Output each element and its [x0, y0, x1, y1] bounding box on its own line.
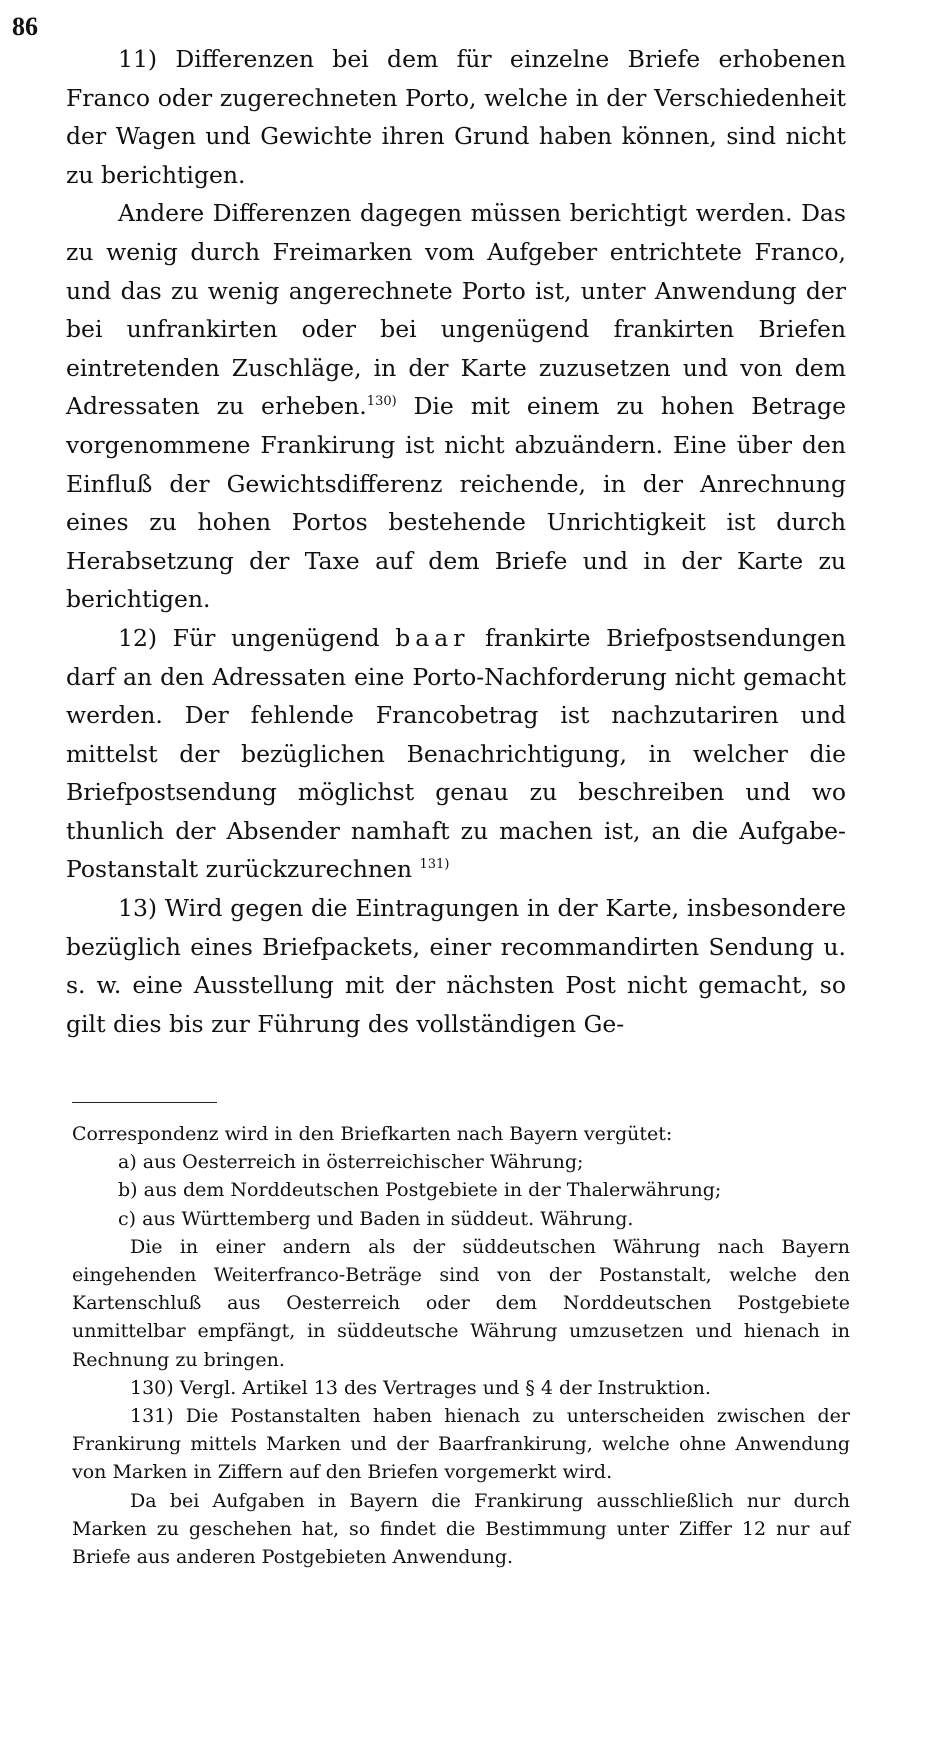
footnote-paragraph-bavaria: Da bei Aufgaben in Bayern die Frankirung ausschließlich nur durch Marken zu geschehen hat, so findet die Bestimmung unter Ziffer 12 nur auf Briefe aus anderen Postgebieten Anwendung.	[72, 1489, 850, 1569]
paragraph-12-spaced-word: baar	[395, 623, 470, 652]
footnote-ref-131: 131)	[419, 857, 450, 873]
footnote-ref-130: 130)	[366, 394, 397, 410]
footnote-intro: Correspondenz wird in den Briefkarten nach Bayern vergütet:	[72, 1123, 673, 1145]
paragraph-12-text-a: 12) Für ungenügend	[118, 623, 396, 652]
footnote-131: 131) Die Postanstalten haben hienach zu unterscheiden zwischen der Frankirung mittels Marken und der Baarfrankirung, welche ohne Anwendung von Marken in Ziffern auf den Briefen vorgemerkt wird.	[72, 1405, 850, 1484]
footnote-item-b: b) aus dem Norddeutschen Postgebiete in der Thalerwährung;	[118, 1179, 722, 1202]
paragraph-other-differences-text-b: Die mit einem zu hohen Betrage vorgenommene Frankirung ist nicht abzuändern. Eine über den Einfluß der Gewichtsdifferenz reichende, in der Anrechnung eines zu hohen Portos bestehende Unrichtigkeit ist durch Herabsetzung der Taxe auf dem Briefe und in der Karte zu berichtigen.	[66, 392, 847, 614]
footnote-paragraph-currency: Die in einer andern als der süddeutschen Währung nach Bayern eingehenden Weiterfranco-Beträge sind von der Postanstalt, welche den Kartenschluß aus Oesterreich oder dem Norddeutschen Postgebiete unmittelbar empfängt, in süddeutsche Währung umzusetzen und hienach in Rechnung zu bringen.	[72, 1235, 850, 1371]
paragraph-other-differences-text-a: Andere Differenzen dagegen müssen berichtigt werden. Das zu wenig durch Freimarken vom Aufgeber entrichtete Franco, und das zu wenig angerechnete Porto ist, unter Anwendung der bei unfrankirten oder bei ungenügend frankirten Briefen eintretenden Zuschläge, in der Karte zuzusetzen und von dem Adressaten zu erheben.	[66, 199, 846, 421]
paragraph-other-differences	[66, 194, 846, 619]
paragraph-11: 11) Differenzen bei dem für einzelne Briefe erhobenen Franco oder zugerechneten Porto, welche in der Verschiedenheit der Wagen und Gewichte ihren Grund haben können, sind nicht zu berichtigen.	[66, 45, 846, 189]
footnote-separator	[72, 1102, 217, 1103]
paragraph-12	[66, 619, 846, 889]
footnote-item-a: a) aus Oesterreich in österreichischer Währung;	[118, 1151, 584, 1174]
page-number: 86	[12, 12, 38, 41]
footnote-130: 130) Vergl. Artikel 13 des Vertrages und § 4 der Instruktion.	[130, 1376, 711, 1399]
footnote-item-c: c) aus Württemberg und Baden in süddeut. Währung.	[118, 1207, 634, 1230]
paragraph-13: 13) Wird gegen die Eintragungen in der Karte, insbesondere bezüglich eines Briefpackets, einer recommandirten Sendung u. s. w. eine Ausstellung mit der nächsten Post nicht gemacht, so gilt dies bis zur Führung des vollständigen Ge-	[66, 894, 846, 1038]
main-text	[66, 40, 846, 1043]
paragraph-12-text-b: frankirte Briefpostsendungen darf an den Adressaten eine Porto-Nachforderung nicht gemacht werden. Der fehlende Francobetrag ist nachzutariren und mittelst der bezüglichen Benachrichtigung, in welcher die Briefpostsendung möglichst genau zu beschreiben und wo thunlich der Absender namhaft zu machen ist, an die Aufgabe-Postanstalt zurückzurechnen	[66, 623, 846, 884]
footnotes	[72, 1120, 850, 1571]
